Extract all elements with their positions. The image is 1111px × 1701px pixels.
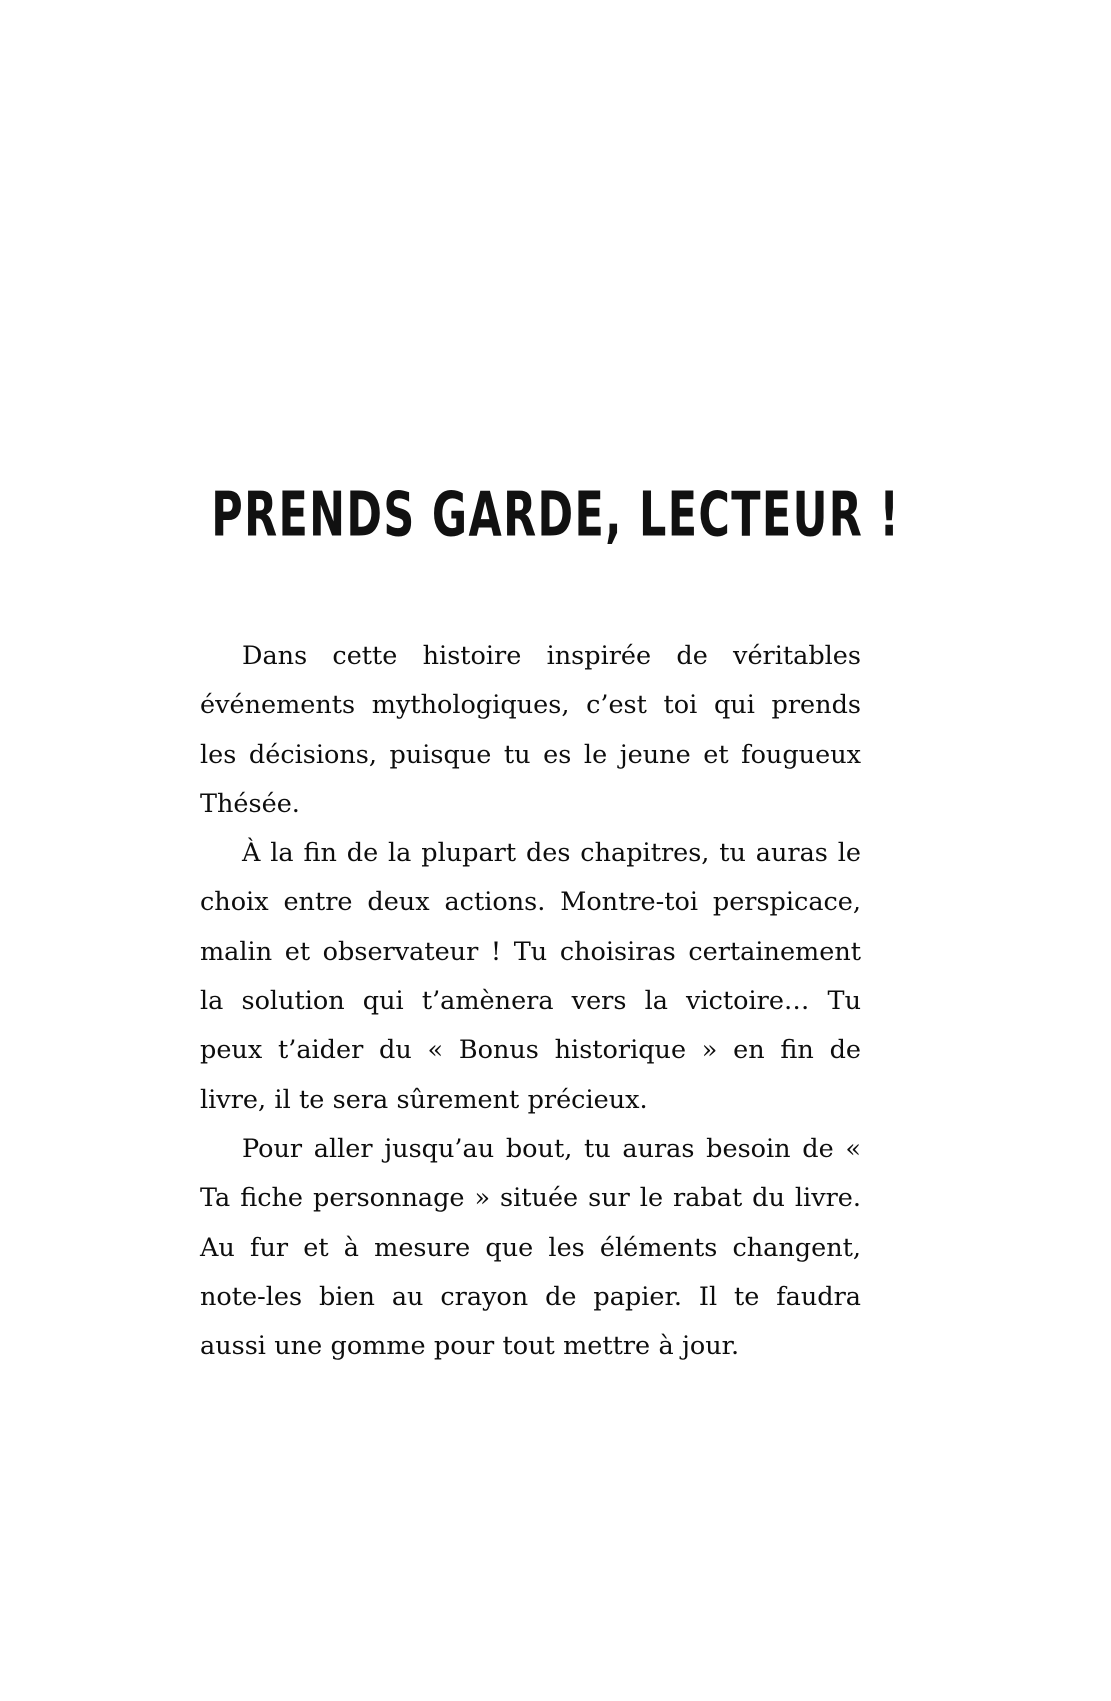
body-text (200, 632, 861, 1371)
paragraph-intro: Dans cette histoire inspirée de véritables événements mythologiques, c’est toi qui prends les décisions, puisque tu es le jeune et fougueux Thésée. (200, 641, 861, 819)
paragraph-character-sheet: Pour aller jusqu’au bout, tu auras besoin de « Ta fiche personnage » située sur le rabat du livre. Au fur et à mesure que les éléments changent, note-les bien au crayon de papier. Il te faudra aussi une gomme pour tout mettre à jour. (200, 1133, 861, 1362)
page-title: PRENDS GARDE, LECTEUR ! (210, 479, 901, 551)
page-heading (0, 452, 1111, 579)
paragraph-choices: À la fin de la plupart des chapitres, tu auras le choix entre deux actions. Montre-toi perspicace, malin et observateur ! Tu choisiras certainement la solution qui t’amènera vers la victoire… Tu peux t’aider du « Bonus historique » en fin de livre, il te sera sûrement précieux. (200, 838, 861, 1115)
